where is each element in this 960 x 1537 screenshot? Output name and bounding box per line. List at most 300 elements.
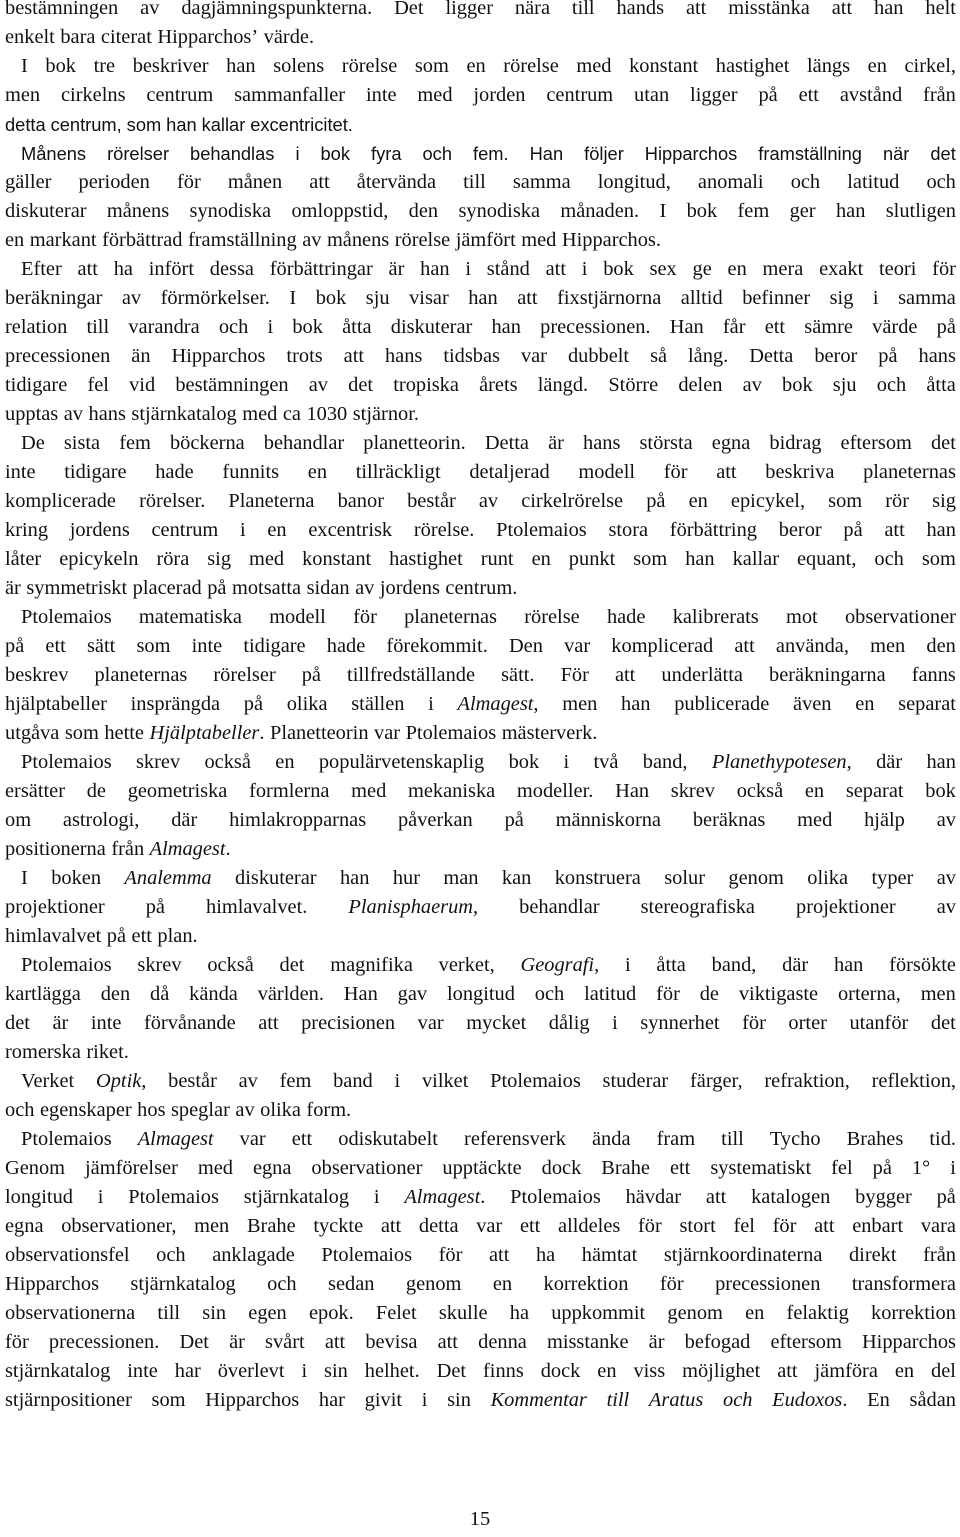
text-word: diskuterar	[235, 867, 317, 889]
document-page	[5, 0, 956, 1415]
text-word: bok	[603, 258, 634, 280]
text-word: Optik,	[95, 1070, 147, 1092]
text-word: att	[258, 1012, 279, 1034]
text-word: samma	[898, 287, 956, 309]
text-word: med	[242, 403, 278, 425]
text-word: fem.	[473, 143, 509, 164]
text-word: av	[936, 809, 956, 831]
text-line	[5, 1241, 956, 1270]
text-word: gav	[397, 983, 428, 1005]
text-line	[5, 342, 956, 371]
text-word: hette	[104, 722, 144, 744]
text-word: precessionen	[5, 345, 111, 367]
text-word: boken	[51, 867, 102, 889]
text-word: sju	[832, 374, 857, 396]
text-word: latitud	[847, 171, 900, 193]
text-word: har	[318, 1389, 345, 1411]
text-word: som	[633, 548, 668, 570]
text-line	[5, 52, 956, 81]
text-word: av	[478, 490, 499, 512]
text-word: ställen	[351, 693, 405, 715]
text-word: misstänka	[728, 0, 810, 19]
text-word: hade	[155, 461, 194, 483]
text-word: förvånande	[143, 1012, 236, 1034]
text-word: i	[581, 258, 588, 280]
text-word: i	[421, 1389, 428, 1411]
text-line	[5, 0, 956, 23]
text-line	[5, 487, 956, 516]
text-word: med	[417, 84, 453, 106]
text-word: korrektion	[871, 1302, 956, 1324]
text-word: rörelse.	[413, 519, 475, 541]
text-word: en	[307, 461, 328, 483]
text-word: Eudoxos.	[772, 1389, 848, 1411]
text-word: band,	[711, 954, 757, 976]
text-word: uppkommit	[551, 1302, 646, 1324]
text-word: var	[374, 722, 401, 744]
text-word: sig	[207, 548, 232, 570]
text-word: för	[176, 171, 201, 193]
text-word: rörelse	[503, 55, 559, 77]
text-word: visar	[409, 287, 449, 309]
text-word: Ptolemaios	[21, 751, 112, 773]
text-word: är	[548, 432, 564, 454]
text-word: hur	[392, 867, 420, 889]
text-word: han	[226, 55, 256, 77]
text-line	[5, 661, 956, 690]
text-word: och	[156, 1244, 186, 1266]
text-word: är	[229, 1331, 245, 1353]
text-line	[5, 864, 956, 893]
text-word: inte	[191, 635, 223, 657]
text-word: det	[5, 1012, 30, 1034]
text-word: ha	[535, 1244, 556, 1266]
text-word: I	[21, 867, 28, 889]
text-word: genom	[405, 1273, 462, 1295]
text-word: med	[249, 548, 285, 570]
text-word: av	[235, 1099, 255, 1121]
text-word: cirkelns	[60, 84, 126, 106]
text-word: misstanke	[546, 1331, 629, 1353]
text-word: Ptolemaios	[510, 1186, 601, 1208]
text-word: Hipparchos	[205, 1389, 300, 1411]
text-word: separat	[898, 693, 956, 715]
text-word: de	[86, 780, 106, 802]
text-word: Planeterna	[228, 490, 315, 512]
text-line	[5, 197, 956, 226]
text-word: åtta	[926, 374, 956, 396]
text-word: skulle	[438, 1302, 488, 1324]
text-word: del	[931, 1360, 956, 1382]
text-word: equant,	[797, 548, 857, 570]
text-word: i	[301, 1360, 308, 1382]
text-word: sista	[63, 432, 101, 454]
text-word: ersätter	[5, 780, 65, 802]
text-word: Ptolemaios	[496, 519, 587, 541]
text-word: En	[867, 1389, 890, 1411]
text-word: solur	[664, 867, 705, 889]
text-word: Större	[608, 374, 659, 396]
text-word: upptäckte	[442, 1157, 522, 1179]
text-word: positionerna	[5, 838, 106, 860]
text-word: och	[422, 143, 452, 164]
text-word: med	[521, 229, 557, 251]
text-word: synnerhet	[640, 1012, 720, 1034]
text-word: för	[638, 1215, 662, 1237]
text-word: förbättringar	[269, 258, 373, 280]
text-word: att	[884, 519, 905, 541]
text-word: diskuterar	[390, 316, 473, 338]
text-word: Brahe	[601, 1157, 650, 1179]
text-word: bestämningen	[5, 0, 119, 19]
text-word: infört	[148, 258, 195, 280]
text-word: orter	[788, 1012, 827, 1034]
text-word: att	[831, 0, 853, 19]
text-word: banor	[337, 490, 384, 512]
text-word: där	[782, 954, 809, 976]
text-word: han	[874, 0, 904, 19]
text-word: upptas	[5, 403, 59, 425]
text-word: sig	[829, 287, 854, 309]
text-word: verket,	[438, 954, 495, 976]
text-word: ett	[291, 1128, 313, 1150]
text-word: en	[867, 55, 887, 77]
text-word: men	[194, 1215, 230, 1237]
text-word: bok	[782, 374, 813, 396]
text-word: separat	[845, 780, 904, 802]
text-line	[5, 81, 956, 110]
text-word: Hipparchos’	[157, 26, 259, 48]
text-word: det	[930, 1012, 956, 1034]
text-line	[5, 777, 956, 806]
text-word: centrum,	[50, 114, 122, 135]
text-word: jämföra	[814, 1360, 878, 1382]
text-word: är	[388, 258, 405, 280]
text-word: på	[936, 316, 956, 338]
text-word: trots	[286, 345, 323, 367]
text-word: sin	[202, 1302, 227, 1324]
text-word: så	[650, 345, 668, 367]
text-word: som	[126, 114, 162, 135]
text-word: på	[504, 809, 524, 831]
text-word: av	[936, 896, 956, 918]
text-word: Planetteorin	[269, 722, 369, 744]
text-word: lång.	[688, 345, 729, 367]
text-word: Planisphaerum,	[348, 896, 479, 918]
text-word: men	[920, 983, 956, 1005]
text-line	[5, 951, 956, 980]
text-word: relation	[5, 316, 68, 338]
text-word: där	[876, 751, 903, 773]
text-line	[5, 516, 956, 545]
text-word: I	[289, 287, 297, 309]
text-word: beskriver	[132, 55, 209, 77]
text-word: bevisa	[365, 1331, 418, 1353]
text-word: när	[882, 143, 910, 164]
text-word: att	[77, 258, 98, 280]
text-word: avstånd	[839, 84, 903, 106]
text-word: en	[804, 780, 825, 802]
text-word: han	[685, 548, 715, 570]
text-line	[5, 748, 956, 777]
text-word: den	[408, 200, 439, 222]
page-number: 15	[469, 1508, 491, 1530]
text-word: observationer	[311, 1157, 423, 1179]
text-word: eftersom	[770, 1331, 842, 1353]
text-word: runt	[480, 548, 514, 570]
text-word: synodiska	[458, 200, 541, 222]
text-word: var	[239, 1128, 266, 1150]
text-word: stjärnkoordinaterna	[663, 1244, 823, 1266]
text-word: färger,	[690, 1070, 743, 1092]
text-word: en	[492, 1273, 513, 1295]
text-word: ge	[692, 258, 712, 280]
text-word: månaden.	[560, 200, 640, 222]
text-word: att	[380, 1215, 402, 1237]
text-word: dock	[541, 1157, 582, 1179]
text-word: stereografiska	[640, 896, 755, 918]
text-word: systematiskt	[710, 1157, 812, 1179]
text-word: en	[688, 490, 708, 512]
text-word: Efter	[21, 258, 62, 280]
text-word: längs	[807, 55, 851, 77]
text-word: skrev	[670, 780, 715, 802]
text-word: fel	[831, 1157, 853, 1179]
text-word: stora	[608, 519, 649, 541]
text-word: ligger	[445, 0, 493, 19]
text-word: mera	[762, 258, 804, 280]
text-word: formlerna	[249, 780, 330, 802]
text-word: transformera	[851, 1273, 956, 1295]
text-word: var	[476, 1215, 503, 1237]
text-word: att	[777, 1360, 798, 1382]
text-word: Den	[508, 635, 543, 657]
text-word: om	[5, 809, 32, 831]
text-word: alltid	[680, 287, 723, 309]
text-word: ett	[764, 316, 786, 338]
text-word: I	[659, 200, 667, 222]
text-word: månen	[227, 171, 283, 193]
text-word: jordens	[69, 519, 130, 541]
text-word: Geografi,	[520, 954, 600, 976]
text-word: för	[742, 1012, 766, 1034]
text-word: Detta	[749, 345, 794, 367]
text-word: och	[218, 316, 249, 338]
text-word: funnits	[222, 461, 280, 483]
text-word: rör	[885, 490, 910, 512]
text-word: precessionen	[715, 1273, 821, 1295]
text-word: beskriva	[765, 461, 835, 483]
text-line	[5, 1154, 956, 1183]
text-word: tre	[93, 55, 116, 77]
text-word: centrum	[546, 84, 614, 106]
text-word: perioden	[78, 171, 150, 193]
text-word: att	[437, 1331, 458, 1353]
text-line	[5, 1038, 956, 1067]
text-line	[5, 1096, 956, 1125]
text-line	[5, 1212, 956, 1241]
text-word: i	[465, 258, 472, 280]
text-word: epicykel,	[730, 490, 806, 512]
text-word: observationsfel	[5, 1244, 130, 1266]
text-word: inte	[90, 1012, 122, 1034]
text-word: Det	[394, 0, 424, 19]
text-word: två	[593, 751, 619, 773]
text-word: i	[240, 519, 246, 541]
text-word: Han	[615, 780, 650, 802]
text-word: i	[950, 1157, 956, 1179]
text-word: han	[491, 316, 521, 338]
text-line	[5, 922, 956, 951]
text-word: delen	[678, 374, 723, 396]
text-word: ha	[113, 258, 133, 280]
text-word: han	[339, 867, 370, 889]
text-word: hastighet	[389, 548, 463, 570]
text-word: bok	[320, 143, 350, 164]
text-line	[5, 458, 956, 487]
text-word: precessionen.	[540, 316, 651, 338]
text-word: planeternas	[404, 606, 497, 628]
text-word: Brahe	[246, 1215, 296, 1237]
text-word: bok	[686, 200, 718, 222]
text-word: åtta	[342, 316, 372, 338]
text-word: och	[874, 548, 904, 570]
text-word: beräkningarna	[769, 664, 886, 686]
text-word: Brahes	[846, 1128, 904, 1150]
text-word: Ptolemaios	[321, 1244, 413, 1266]
text-word: överlevt	[217, 1360, 285, 1382]
text-line	[5, 632, 956, 661]
text-line	[5, 1357, 956, 1386]
text-word: den	[926, 635, 956, 657]
text-word: i	[612, 1012, 618, 1034]
text-word: månens	[326, 229, 390, 251]
text-word: sätt	[86, 635, 116, 657]
text-line	[5, 168, 956, 197]
text-word: han	[926, 519, 956, 541]
text-line	[5, 1328, 956, 1357]
text-word: böckerna	[169, 432, 245, 454]
text-word: fixstjärnorna	[557, 287, 662, 309]
text-word: skrev	[137, 954, 182, 976]
text-word: i	[97, 1186, 104, 1208]
text-word: tropiska	[393, 374, 459, 396]
text-word: och	[723, 1389, 753, 1411]
text-word: reflektion,	[871, 1070, 956, 1092]
text-word: hans	[583, 432, 621, 454]
text-word: Genom	[5, 1157, 66, 1179]
text-word: också	[204, 751, 251, 773]
text-word: nära	[514, 0, 550, 19]
text-word: Ptolemaios	[21, 606, 112, 628]
text-word: viktigaste	[738, 983, 819, 1005]
text-word: modeller.	[516, 780, 594, 802]
text-word: värde	[872, 316, 918, 338]
text-word: anklagade	[212, 1244, 295, 1266]
text-word: rörelse	[394, 229, 451, 251]
text-word: hands	[616, 0, 665, 19]
text-word: ett	[131, 925, 152, 947]
text-line	[5, 835, 956, 864]
text-word: som	[64, 722, 99, 744]
text-word: svårt	[265, 1331, 305, 1353]
text-word: använda,	[775, 635, 849, 657]
text-word: från	[923, 84, 956, 106]
text-word: teori	[879, 258, 917, 280]
text-word: värde.	[263, 26, 315, 48]
text-word: vid	[129, 374, 156, 396]
text-word: excentrisk	[308, 519, 393, 541]
text-word: magnifika	[330, 954, 413, 976]
text-word: på	[207, 577, 227, 599]
text-word: och	[267, 1273, 297, 1295]
text-word: bok	[45, 55, 76, 77]
text-word: det	[930, 432, 956, 454]
text-word: också	[736, 780, 784, 802]
text-word: det	[930, 143, 956, 164]
text-word: åtta	[656, 954, 686, 976]
text-word: att	[716, 461, 737, 483]
text-word: för	[663, 461, 688, 483]
text-word: fem	[737, 200, 770, 222]
text-word: anomali	[697, 171, 764, 193]
text-word: Planethypotesen,	[711, 751, 852, 773]
text-word: framställning	[758, 143, 862, 164]
text-word: Almagest	[137, 1128, 214, 1150]
text-word: och	[926, 171, 956, 193]
text-word: konstruera	[554, 867, 641, 889]
text-line	[5, 806, 956, 835]
text-word: som	[151, 1389, 186, 1411]
text-word: befinner	[742, 287, 811, 309]
text-word: i	[373, 1186, 380, 1208]
text-word: mycket	[466, 1012, 527, 1034]
text-word: som	[414, 55, 449, 77]
text-word: på	[301, 664, 321, 686]
text-word: detta	[418, 1215, 459, 1237]
text-word: världen.	[257, 983, 324, 1005]
text-word: typer	[871, 867, 914, 889]
text-word: är	[648, 1331, 665, 1353]
text-word: rörelser.	[139, 490, 206, 512]
text-word: Ptolemaios	[490, 1070, 581, 1092]
text-word: en	[275, 751, 295, 773]
text-word: plan.	[157, 925, 198, 947]
text-word: är	[5, 577, 21, 599]
text-word: ända	[592, 1128, 631, 1150]
text-word: dålig	[548, 1012, 590, 1034]
text-word: symmetriskt	[26, 577, 128, 599]
text-word: Almagest.	[404, 1186, 486, 1208]
text-word: Hipparchos.	[561, 229, 661, 251]
text-word: till	[86, 316, 110, 338]
text-word: himlakropparnas	[229, 809, 367, 831]
text-word: motsatta	[231, 577, 302, 599]
text-word: kända	[189, 983, 238, 1005]
text-word: att	[343, 345, 365, 367]
text-word: orterna,	[837, 983, 901, 1005]
text-word: exakt	[819, 258, 864, 280]
text-word: bestämningen	[175, 374, 289, 396]
text-word: detaljerad	[469, 461, 550, 483]
text-line	[5, 1299, 956, 1328]
text-word: sedan	[328, 1273, 375, 1295]
text-word: består	[168, 1070, 217, 1092]
text-word: av	[355, 577, 375, 599]
text-word: för	[5, 1331, 29, 1353]
text-word: vara	[920, 1215, 956, 1237]
text-word: Hjälptabeller.	[149, 722, 265, 744]
